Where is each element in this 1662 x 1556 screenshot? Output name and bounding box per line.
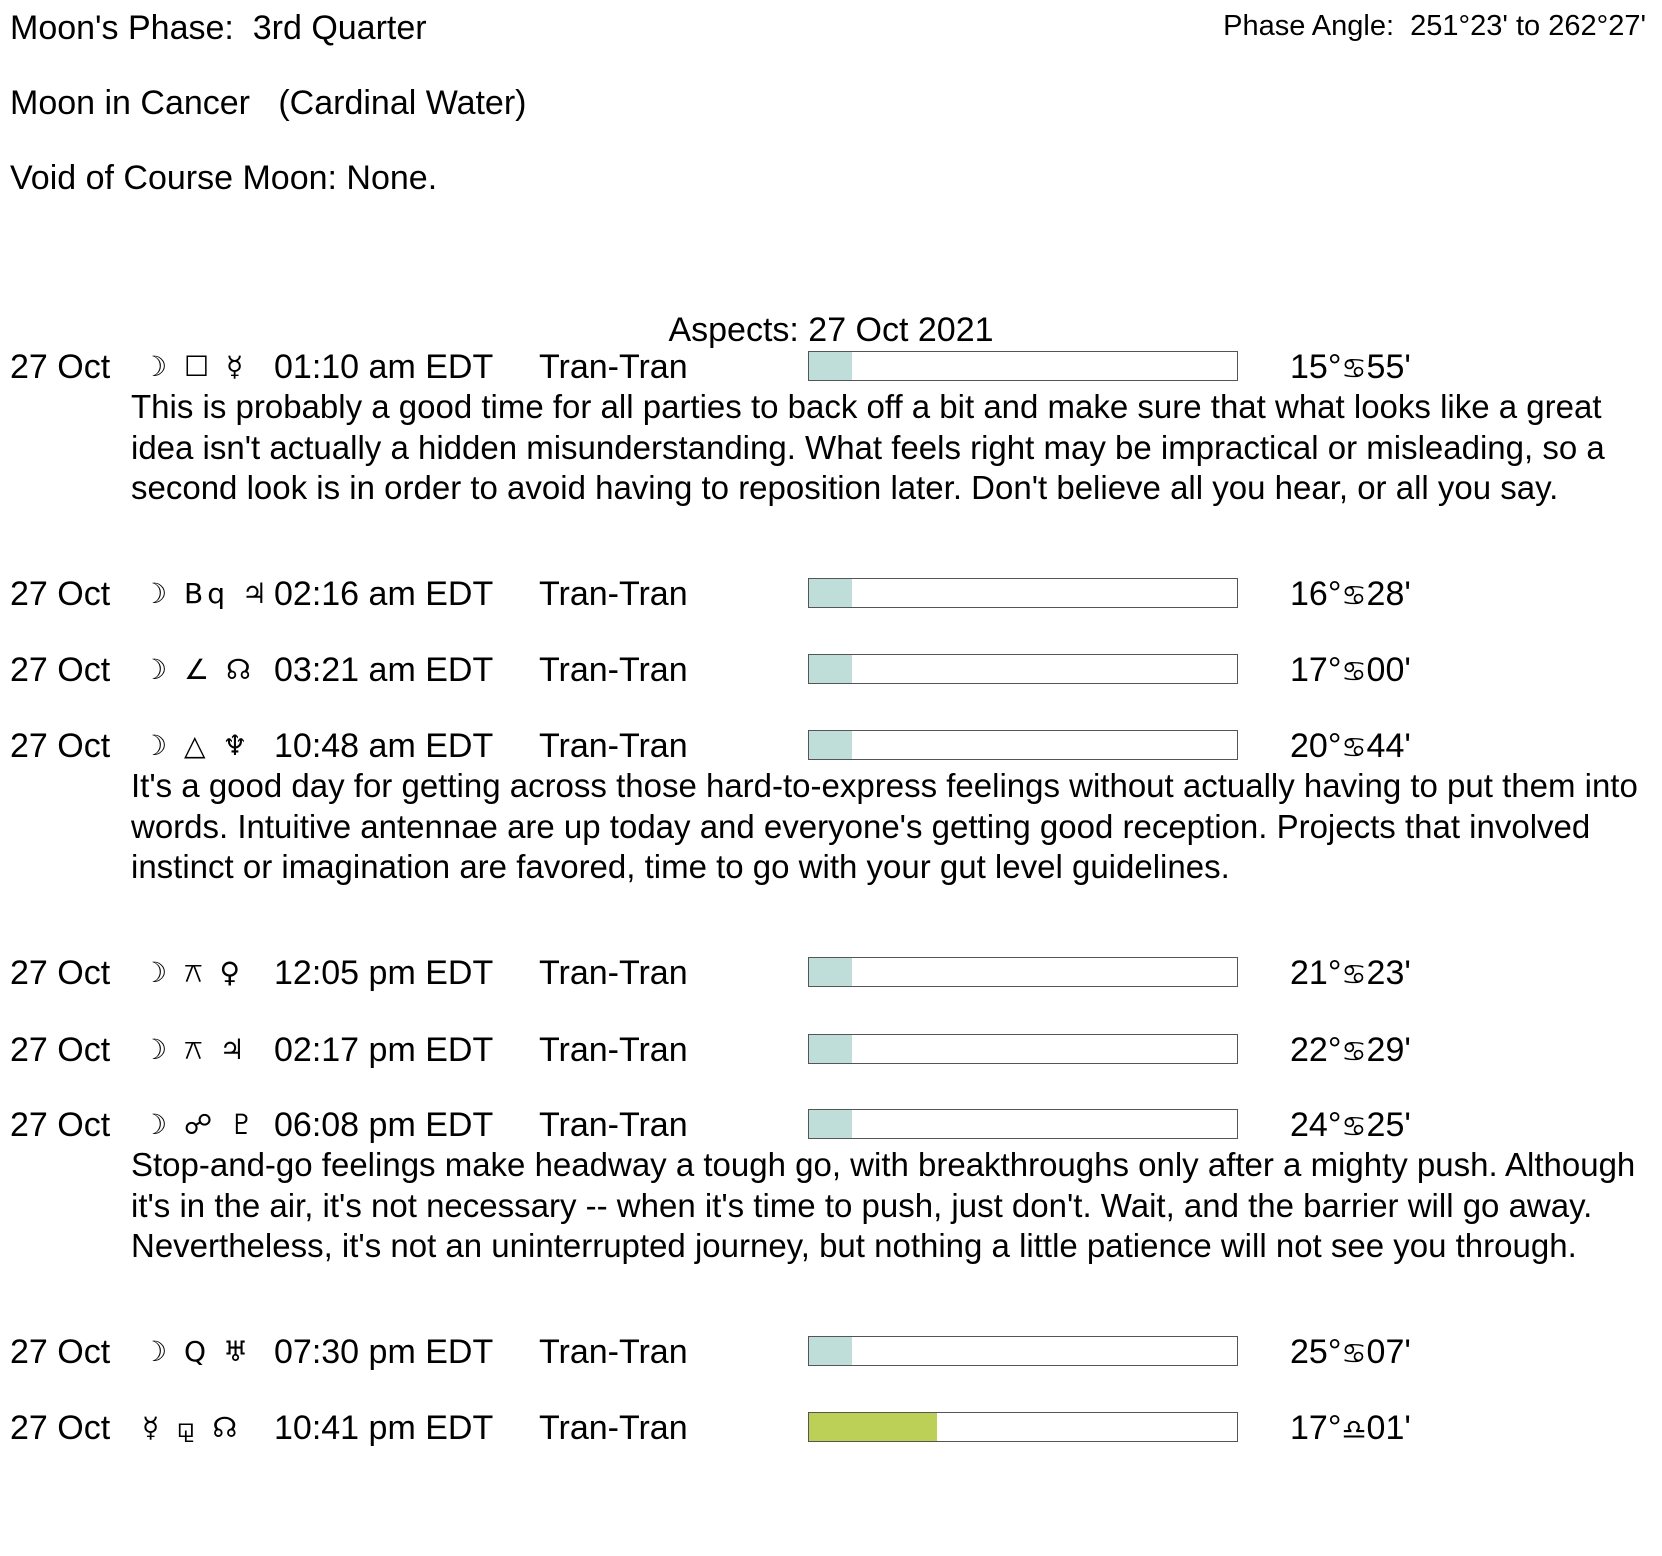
strength-bar bbox=[808, 1336, 1238, 1366]
aspect-time: 01:10 am EDT bbox=[274, 348, 494, 386]
aspect-entry bbox=[0, 347, 1662, 509]
position-minutes: 00' bbox=[1366, 651, 1411, 689]
aspect-position bbox=[1290, 650, 1411, 692]
position-degrees: 17° bbox=[1290, 651, 1342, 689]
aspect-date: 27 Oct bbox=[10, 1031, 111, 1069]
aspect-entry bbox=[0, 650, 1662, 690]
aspect-time: 10:48 am EDT bbox=[274, 727, 494, 765]
aspect-time: 06:08 pm EDT bbox=[274, 1106, 494, 1144]
aspect-row bbox=[0, 1408, 1662, 1448]
aspect-position bbox=[1290, 1408, 1411, 1450]
aspect-type: Tran-Tran bbox=[539, 651, 688, 689]
aspect-row bbox=[0, 726, 1662, 766]
strength-bar-fill bbox=[809, 1337, 852, 1365]
strength-bar bbox=[808, 1109, 1238, 1139]
strength-bar-fill bbox=[809, 731, 852, 759]
strength-bar-fill bbox=[809, 958, 852, 986]
aspect-date: 27 Oct bbox=[10, 954, 111, 992]
strength-bar bbox=[808, 351, 1238, 381]
aspect-date: 27 Oct bbox=[10, 651, 111, 689]
aspect-position bbox=[1290, 1105, 1411, 1147]
strength-bar bbox=[808, 730, 1238, 760]
zodiac-sign-icon: ♋ bbox=[1341, 731, 1367, 764]
zodiac-sign-icon: ♋ bbox=[1341, 579, 1367, 612]
aspect-glyphs: ☽ ⚻ ♀ bbox=[142, 956, 245, 989]
position-minutes: 28' bbox=[1366, 575, 1411, 613]
position-minutes: 01' bbox=[1366, 1409, 1411, 1447]
aspect-time: 02:16 am EDT bbox=[274, 575, 494, 613]
aspect-type: Tran-Tran bbox=[539, 1106, 688, 1144]
aspect-description: Stop-and-go feelings make headway a tough go, with breakthroughs only after a mighty push. Although it's in the air, it's not necessary -- when it's time to push, just don't. Wait, and the barrier will go away. Nevertheless, it's not an uninterrupted journey, but nothing a little patience will not see you through. bbox=[131, 1146, 1636, 1264]
aspect-position bbox=[1290, 1332, 1411, 1374]
strength-bar-fill bbox=[809, 579, 852, 607]
position-degrees: 25° bbox=[1290, 1333, 1342, 1371]
zodiac-sign-icon: ♋ bbox=[1341, 958, 1367, 991]
strength-bar-fill bbox=[809, 655, 852, 683]
aspect-row bbox=[0, 574, 1662, 614]
aspect-row bbox=[0, 347, 1662, 387]
aspect-description: It's a good day for getting across those hard-to-express feelings without actually having to put them into words. Intuitive antennae are up today and everyone's getting good reception. Projects that involved instinct or imagination are favored, time to go with your gut level guidelines. bbox=[131, 767, 1638, 885]
aspect-type: Tran-Tran bbox=[539, 1409, 688, 1447]
aspect-entry bbox=[0, 574, 1662, 614]
position-minutes: 55' bbox=[1366, 348, 1411, 386]
position-degrees: 20° bbox=[1290, 727, 1342, 765]
zodiac-sign-icon: ♋ bbox=[1341, 1035, 1367, 1068]
aspect-row bbox=[0, 1105, 1662, 1145]
aspect-type: Tran-Tran bbox=[539, 575, 688, 613]
aspect-entry bbox=[0, 726, 1662, 888]
aspect-type: Tran-Tran bbox=[539, 1333, 688, 1371]
position-minutes: 44' bbox=[1366, 727, 1411, 765]
position-degrees: 24° bbox=[1290, 1106, 1342, 1144]
aspect-row bbox=[0, 1332, 1662, 1372]
aspect-date: 27 Oct bbox=[10, 575, 111, 613]
aspect-row bbox=[0, 953, 1662, 993]
aspect-date: 27 Oct bbox=[10, 1333, 111, 1371]
zodiac-sign-icon: ♋ bbox=[1341, 1110, 1367, 1143]
strength-bar bbox=[808, 1034, 1238, 1064]
aspect-position bbox=[1290, 953, 1411, 995]
position-minutes: 25' bbox=[1366, 1106, 1411, 1144]
strength-bar bbox=[808, 654, 1238, 684]
aspect-date: 27 Oct bbox=[10, 1409, 111, 1447]
position-minutes: 07' bbox=[1366, 1333, 1411, 1371]
strength-bar-fill bbox=[809, 1413, 937, 1441]
aspect-date: 27 Oct bbox=[10, 727, 111, 765]
position-degrees: 17° bbox=[1290, 1409, 1342, 1447]
moon-phase: Moon's Phase: 3rd Quarter bbox=[10, 9, 427, 47]
aspect-time: 03:21 am EDT bbox=[274, 651, 494, 689]
strength-bar bbox=[808, 578, 1238, 608]
position-degrees: 21° bbox=[1290, 954, 1342, 992]
strength-bar-fill bbox=[809, 1035, 852, 1063]
aspect-row bbox=[0, 1030, 1662, 1070]
strength-bar bbox=[808, 957, 1238, 987]
zodiac-sign-icon: ♎ bbox=[1341, 1413, 1367, 1446]
position-minutes: 29' bbox=[1366, 1031, 1411, 1069]
aspect-entry bbox=[0, 1030, 1662, 1070]
position-degrees: 22° bbox=[1290, 1031, 1342, 1069]
aspect-time: 12:05 pm EDT bbox=[274, 954, 494, 992]
aspect-entry bbox=[0, 1332, 1662, 1372]
aspect-entry bbox=[0, 953, 1662, 993]
aspect-date: 27 Oct bbox=[10, 348, 111, 386]
aspect-position bbox=[1290, 347, 1411, 389]
aspect-time: 07:30 pm EDT bbox=[274, 1333, 494, 1371]
aspect-type: Tran-Tran bbox=[539, 1031, 688, 1069]
aspect-type: Tran-Tran bbox=[539, 348, 688, 386]
zodiac-sign-icon: ♋ bbox=[1341, 352, 1367, 385]
moon-sign: Moon in Cancer (Cardinal Water) bbox=[10, 84, 527, 122]
aspect-glyphs: ☽ Q ♅ bbox=[142, 1335, 253, 1368]
aspect-date: 27 Oct bbox=[10, 1106, 111, 1144]
aspect-position bbox=[1290, 1030, 1411, 1072]
position-degrees: 15° bbox=[1290, 348, 1342, 386]
aspects-title: Aspects: 27 Oct 2021 bbox=[668, 311, 994, 349]
aspect-entry bbox=[0, 1408, 1662, 1448]
aspect-time: 02:17 pm EDT bbox=[274, 1031, 494, 1069]
aspect-glyphs: ☽ △ ♆ bbox=[142, 729, 252, 762]
aspect-row bbox=[0, 650, 1662, 690]
aspect-description: This is probably a good time for all parties to back off a bit and make sure that what looks like a great idea isn't actually a hidden misunderstanding. What feels right may be impractical or misleading, so a second look is in order to avoid having to reposition later. Don't believe all you hear, or all you say. bbox=[131, 388, 1605, 506]
zodiac-sign-icon: ♋ bbox=[1341, 1337, 1367, 1370]
phase-angle: Phase Angle: 251°23' to 262°27' bbox=[1223, 10, 1646, 42]
position-minutes: 23' bbox=[1366, 954, 1411, 992]
strength-bar-fill bbox=[809, 1110, 852, 1138]
aspect-type: Tran-Tran bbox=[539, 954, 688, 992]
aspect-glyphs: ☽ Bq ♃ bbox=[142, 577, 271, 610]
void-of-course: Void of Course Moon: None. bbox=[10, 159, 438, 197]
aspect-glyphs: ☽ ∠ ☊ bbox=[142, 653, 255, 686]
aspect-glyphs: ☿ ⚼ ☊ bbox=[142, 1411, 242, 1444]
strength-bar bbox=[808, 1412, 1238, 1442]
aspect-glyphs: ☽ ☐ ☿ bbox=[142, 350, 248, 383]
aspect-glyphs: ☽ ☍ ♇ bbox=[142, 1108, 259, 1141]
aspect-type: Tran-Tran bbox=[539, 727, 688, 765]
aspect-time: 10:41 pm EDT bbox=[274, 1409, 494, 1447]
zodiac-sign-icon: ♋ bbox=[1341, 655, 1367, 688]
strength-bar-fill bbox=[809, 352, 852, 380]
aspect-entry bbox=[0, 1105, 1662, 1267]
aspect-position bbox=[1290, 726, 1411, 768]
aspect-position bbox=[1290, 574, 1411, 616]
position-degrees: 16° bbox=[1290, 575, 1342, 613]
aspect-glyphs: ☽ ⚻ ♃ bbox=[142, 1033, 249, 1066]
